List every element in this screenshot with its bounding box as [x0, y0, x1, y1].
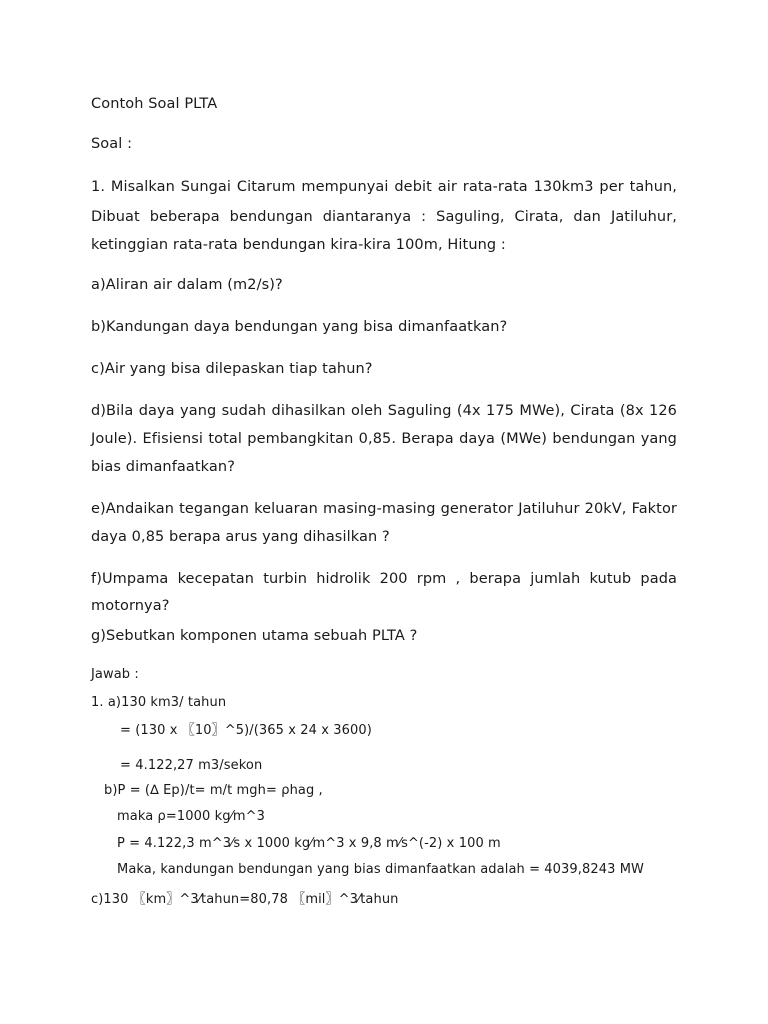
answer-line-8: c)130 〖km〗^3⁄tahun=80,78 〖mil〗^3⁄tahun [91, 892, 399, 907]
answer-label: Jawab : [91, 667, 139, 682]
answer-line-5: maka ρ=1000 kg⁄m^3 [117, 809, 265, 824]
answer-line-4: b)P = (∆ Ep)/t= m/t mgh= ρhag , [104, 783, 323, 798]
part-d-line-1: d)Bila daya yang sudah dihasilkan oleh Saguling (4x 175 MWe), Cirata (8x 126 [91, 403, 677, 419]
answer-line-2: = (130 x 〖10〗^5)/(365 x 24 x 3600) [120, 723, 372, 738]
part-g: g)Sebutkan komponen utama sebuah PLTA ? [91, 628, 418, 644]
part-d-line-3: bias dimanfaatkan? [91, 459, 235, 475]
question-line-3: ketinggian rata-rata bendungan kira-kira 100m, Hitung : [91, 237, 506, 253]
answer-line-7: Maka, kandungan bendungan yang bias dimanfaatkan adalah = 4039,8243 MW [117, 862, 645, 877]
question-line-2: Dibuat beberapa bendungan diantaranya : Saguling, Cirata, dan Jatiluhur, [91, 209, 677, 225]
part-f-line-2: motornya? [91, 598, 170, 614]
question-line-1: 1. Misalkan Sungai Citarum mempunyai debit air rata-rata 130km3 per tahun, [91, 179, 677, 195]
part-a: a)Aliran air dalam (m2/s)? [91, 277, 283, 293]
answer-line-1: 1. a)130 km3/ tahun [91, 695, 227, 710]
document-title: Contoh Soal PLTA [91, 96, 218, 112]
soal-label: Soal : [91, 136, 133, 152]
answer-line-3: = 4.122,27 m3/sekon [120, 758, 263, 773]
part-f-line-1: f)Umpama kecepatan turbin hidrolik 200 rpm , berapa jumlah kutub pada [91, 571, 677, 587]
part-b: b)Kandungan daya bendungan yang bisa dimanfaatkan? [91, 319, 508, 335]
part-e-line-1: e)Andaikan tegangan keluaran masing-masing generator Jatiluhur 20kV, Faktor [91, 501, 677, 517]
part-d-line-2: Joule). Efisiensi total pembangkitan 0,85. Berapa daya (MWe) bendungan yang [91, 431, 677, 447]
part-e-line-2: daya 0,85 berapa arus yang dihasilkan ? [91, 529, 390, 545]
part-c: c)Air yang bisa dilepaskan tiap tahun? [91, 361, 373, 377]
answer-line-6: P = 4.122,3 m^3⁄s x 1000 kg⁄m^3 x 9,8 m⁄s^(-2) x 100 m [117, 836, 501, 851]
